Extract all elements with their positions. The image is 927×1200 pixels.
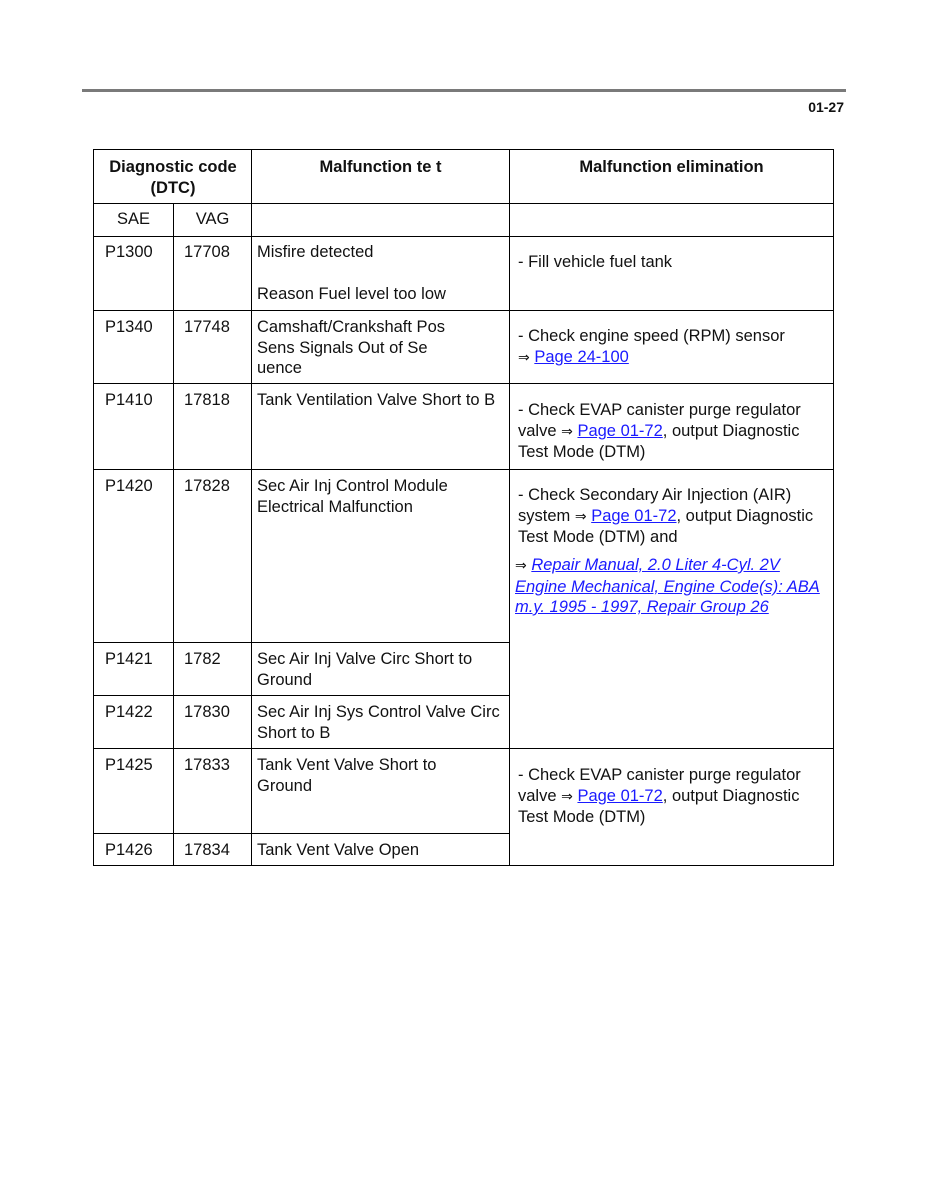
page-link[interactable]: Page 01-72 (591, 506, 677, 525)
remedy-followup: , output Diagnostic Test Mode (DTM) (518, 421, 800, 461)
sae-code: P1422 (105, 703, 153, 721)
remedy-instruction: - Check EVAP canister purge regulator valve (518, 766, 801, 805)
header-rule (82, 89, 846, 92)
vag-code: 17830 (184, 703, 230, 721)
remedy-text: - Fill vehicle fuel tank (518, 253, 673, 271)
row-divider (94, 642, 509, 643)
dtc-header: Diagnostic code (DTC) (109, 158, 237, 197)
repair-manual-link[interactable]: Repair Manual, 2.0 Liter 4-Cyl. 2V Engine Mechanical, Engine Code(s): ABA m.y. 1995 - 1997, Repair Group 26 (515, 556, 820, 616)
page-link[interactable]: Page 01-72 (577, 421, 663, 440)
row-divider (94, 695, 509, 696)
repair-manual-ref (515, 555, 820, 618)
vag-code: 17708 (184, 243, 230, 261)
remedy-instruction: - Check engine speed (RPM) sensor (518, 327, 785, 345)
sae-code: P1421 (105, 650, 153, 668)
remedy-instruction: - Check EVAP canister purge regulator valve (518, 401, 801, 440)
row-divider (94, 236, 833, 237)
sae-code: P1426 (105, 841, 153, 859)
sae-code: P1420 (105, 477, 153, 495)
vag-code: 17818 (184, 391, 230, 409)
malfunction-text: Sec Air Inj Valve Circ Short to Ground (257, 650, 473, 689)
row-divider (94, 310, 833, 311)
page-number: 01-27 (808, 99, 844, 115)
remedy-text (518, 485, 828, 548)
arrow-icon: ⇒ (518, 349, 530, 366)
arrow-icon: ⇒ (561, 423, 573, 440)
arrow-icon: ⇒ (574, 508, 587, 525)
vag-code: 17834 (184, 841, 230, 859)
vag-code: 17748 (184, 318, 230, 336)
malfunction-text: Tank Vent Valve Open (257, 841, 420, 859)
malfunction-elimination-header: Malfunction elimination (579, 158, 764, 176)
sae-code: P1425 (105, 756, 153, 774)
remedy-followup: , output Diagnostic Test Mode (DTM) and (518, 506, 814, 546)
malfunction-reason: Reason Fuel level too low (257, 285, 446, 303)
malfunction-text: Camshaft/Crankshaft Pos Sens Signals Out of Se uence (257, 318, 445, 377)
arrow-icon: ⇒ (561, 788, 573, 805)
remedy-text (518, 326, 828, 368)
remedy-instruction: - Check Secondary Air Injection (AIR) system (518, 486, 792, 525)
arrow-icon: ⇒ (515, 558, 527, 574)
remedy-text (518, 400, 818, 463)
vag-header: VAG (195, 210, 230, 228)
page-link[interactable]: Page 24-100 (534, 347, 629, 366)
row-divider (94, 469, 833, 470)
sae-code: P1300 (105, 243, 153, 261)
sae-header: SAE (116, 210, 151, 228)
vag-code: 1782 (184, 650, 221, 668)
malfunction-text: Sec Air Inj Sys Control Valve Circ Short to B (257, 703, 500, 742)
remedy-text (518, 765, 818, 828)
page-link[interactable]: Page 01-72 (577, 786, 663, 805)
row-divider (94, 748, 833, 749)
row-divider (94, 383, 833, 384)
sae-code: P1340 (105, 318, 153, 336)
row-divider (94, 203, 833, 204)
col-divider (509, 150, 510, 865)
sae-code: P1410 (105, 391, 153, 409)
col-divider (251, 150, 252, 865)
vag-code: 17828 (184, 477, 230, 495)
row-divider (94, 833, 509, 834)
remedy-followup: , output Diagnostic Test Mode (DTM) (518, 786, 800, 826)
col-divider (173, 203, 174, 865)
malfunction-text: Tank Vent Valve Short to Ground (257, 756, 437, 795)
malfunction-text: Misfire detected (257, 243, 374, 261)
malfunction-text: Sec Air Inj Control Module Electrical Malfunction (257, 477, 448, 516)
vag-code: 17833 (184, 756, 230, 774)
dtc-table (93, 149, 834, 866)
malfunction-text: Tank Ventilation Valve Short to B (257, 391, 496, 409)
malfunction-text-header: Malfunction te t (319, 158, 442, 176)
